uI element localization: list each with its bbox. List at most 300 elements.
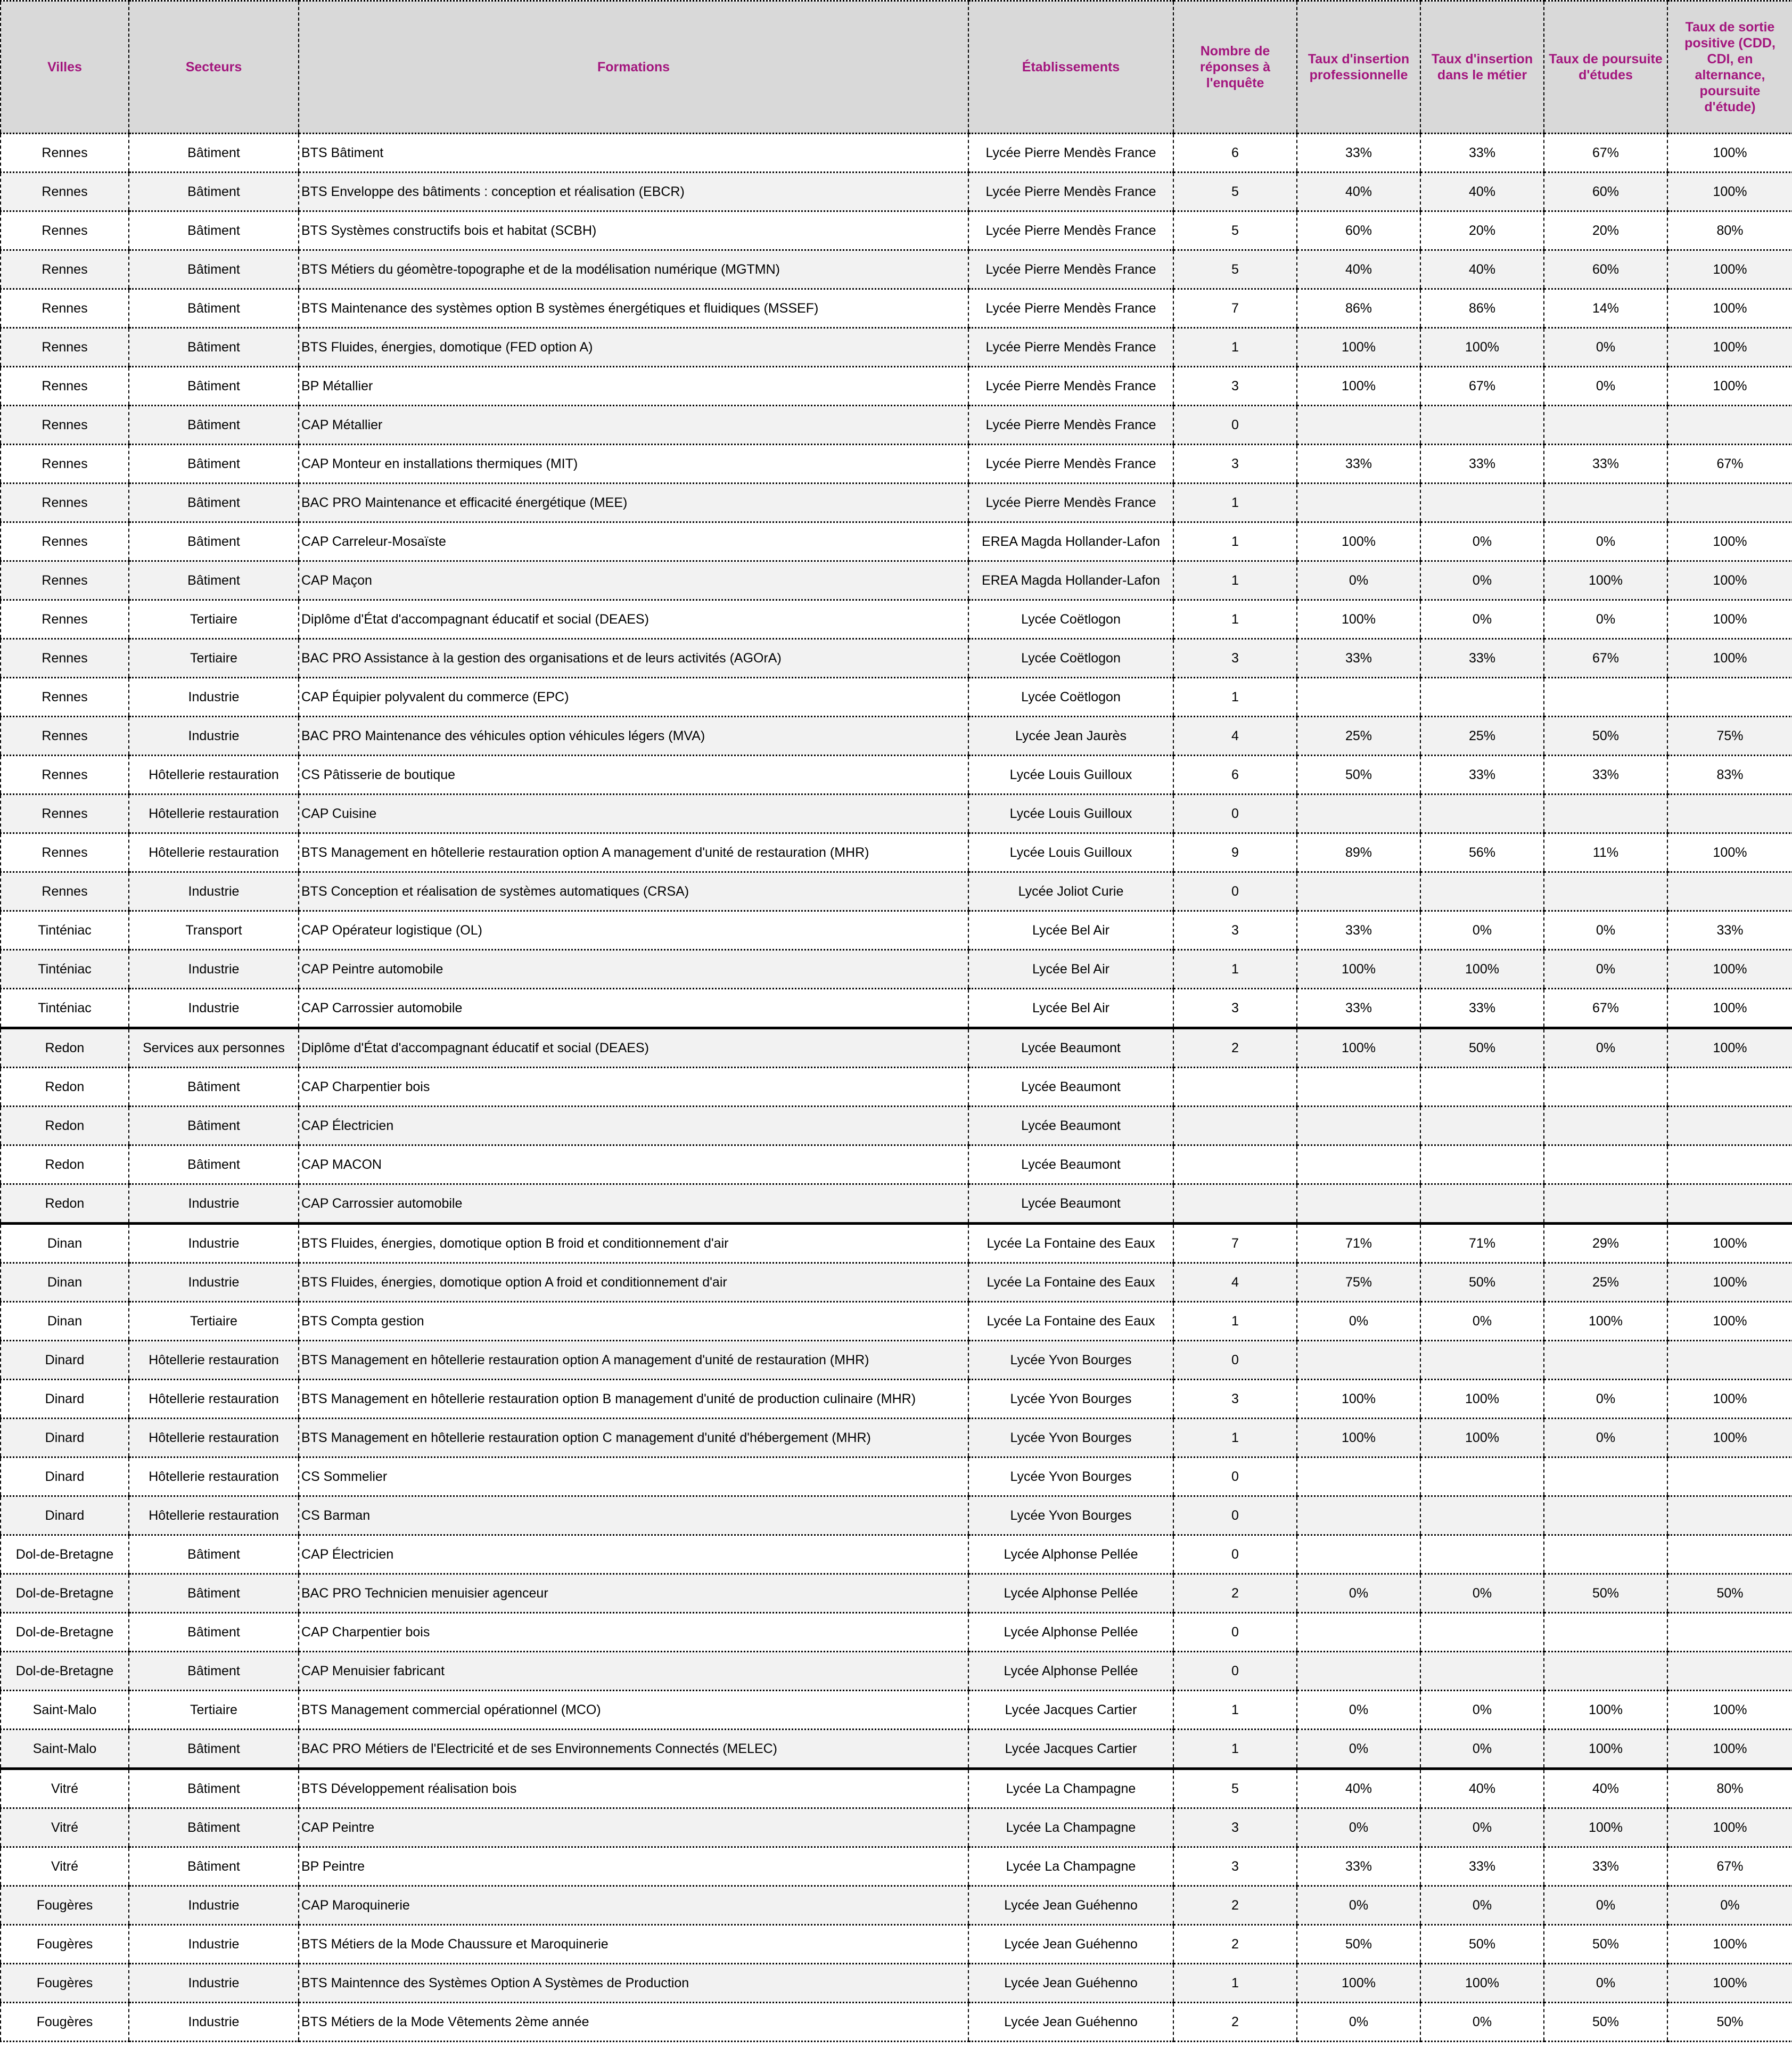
cell-insertion-pro: 100% <box>1297 1964 1420 2003</box>
cell-sortie-positive <box>1667 1068 1792 1107</box>
cell-formation: BTS Bâtiment <box>299 134 968 173</box>
cell-etablissement: Lycée Pierre Mendès France <box>968 289 1173 328</box>
cell-poursuite: 0% <box>1544 1419 1667 1457</box>
cell-poursuite: 29% <box>1544 1224 1667 1263</box>
cell-sortie-positive: 83% <box>1667 756 1792 794</box>
cell-reponses: 2 <box>1173 1886 1297 1925</box>
cell-insertion-pro: 100% <box>1297 328 1420 367</box>
cell-ville: Tinténiac <box>1 989 129 1028</box>
cell-etablissement: Lycée Yvon Bourges <box>968 1496 1173 1535</box>
cell-secteur: Bâtiment <box>129 1068 299 1107</box>
cell-reponses: 5 <box>1173 1769 1297 1808</box>
cell-secteur: Hôtellerie restauration <box>129 1457 299 1496</box>
cell-secteur: Bâtiment <box>129 328 299 367</box>
table-row <box>1 1886 1792 1925</box>
cell-etablissement: Lycée Pierre Mendès France <box>968 134 1173 173</box>
cell-secteur: Industrie <box>129 1925 299 1964</box>
cell-sortie-positive <box>1667 1457 1792 1496</box>
cell-sortie-positive: 50% <box>1667 1574 1792 1613</box>
cell-formation: BTS Conception et réalisation de systèmes automatiques (CRSA) <box>299 872 968 911</box>
cell-secteur: Hôtellerie restauration <box>129 1496 299 1535</box>
cell-reponses: 1 <box>1173 600 1297 639</box>
cell-formation: CAP Peintre <box>299 1808 968 1847</box>
cell-reponses <box>1173 1184 1297 1224</box>
cell-formation: BTS Métiers de la Mode Chaussure et Maroquinerie <box>299 1925 968 1964</box>
cell-sortie-positive: 100% <box>1667 600 1792 639</box>
cell-sortie-positive: 100% <box>1667 1730 1792 1769</box>
cell-ville: Dinard <box>1 1380 129 1419</box>
table-row <box>1 1964 1792 2003</box>
cell-etablissement: Lycée Alphonse Pellée <box>968 1574 1173 1613</box>
cell-secteur: Bâtiment <box>129 250 299 289</box>
cell-ville: Dinard <box>1 1457 129 1496</box>
cell-ville: Vitré <box>1 1847 129 1886</box>
cell-reponses: 5 <box>1173 173 1297 211</box>
table-body <box>1 134 1792 2042</box>
cell-formation: BTS Maintennce des Systèmes Option A Systèmes de Production <box>299 1964 968 2003</box>
cell-reponses: 1 <box>1173 522 1297 561</box>
cell-etablissement: Lycée Yvon Bourges <box>968 1341 1173 1380</box>
cell-secteur: Bâtiment <box>129 406 299 445</box>
cell-reponses: 0 <box>1173 1496 1297 1535</box>
table-row <box>1 1652 1792 1691</box>
cell-insertion-metier: 86% <box>1420 289 1544 328</box>
table-row <box>1 1847 1792 1886</box>
cell-insertion-pro <box>1297 1613 1420 1652</box>
table-row <box>1 1224 1792 1263</box>
cell-poursuite: 100% <box>1544 1808 1667 1847</box>
cell-formation: BTS Enveloppe des bâtiments : conception et réalisation (EBCR) <box>299 173 968 211</box>
cell-insertion-metier <box>1420 1535 1544 1574</box>
cell-ville: Redon <box>1 1145 129 1184</box>
cell-insertion-pro <box>1297 1145 1420 1184</box>
cell-poursuite <box>1544 1535 1667 1574</box>
cell-poursuite <box>1544 484 1667 522</box>
cell-ville: Rennes <box>1 445 129 484</box>
cell-secteur: Bâtiment <box>129 1847 299 1886</box>
cell-reponses: 3 <box>1173 639 1297 678</box>
cell-ville: Dinard <box>1 1341 129 1380</box>
cell-sortie-positive <box>1667 1184 1792 1224</box>
cell-reponses: 1 <box>1173 1691 1297 1730</box>
table-row <box>1 639 1792 678</box>
cell-sortie-positive: 100% <box>1667 328 1792 367</box>
cell-poursuite: 33% <box>1544 756 1667 794</box>
cell-ville: Fougères <box>1 2003 129 2042</box>
cell-poursuite <box>1544 1145 1667 1184</box>
cell-formation: CAP Électricien <box>299 1535 968 1574</box>
cell-insertion-metier <box>1420 678 1544 717</box>
cell-insertion-pro <box>1297 794 1420 833</box>
cell-insertion-metier: 33% <box>1420 639 1544 678</box>
cell-formation: CAP Cuisine <box>299 794 968 833</box>
cell-formation: Diplôme d'État d'accompagnant éducatif et social (DEAES) <box>299 600 968 639</box>
cell-formation: BAC PRO Technicien menuisier agenceur <box>299 1574 968 1613</box>
cell-insertion-pro <box>1297 1184 1420 1224</box>
cell-secteur: Bâtiment <box>129 173 299 211</box>
cell-etablissement: EREA Magda Hollander-Lafon <box>968 561 1173 600</box>
cell-secteur: Hôtellerie restauration <box>129 794 299 833</box>
cell-secteur: Hôtellerie restauration <box>129 833 299 872</box>
cell-ville: Rennes <box>1 561 129 600</box>
table-row <box>1 872 1792 911</box>
cell-sortie-positive: 75% <box>1667 717 1792 756</box>
cell-formation: CAP Peintre automobile <box>299 950 968 989</box>
cell-sortie-positive: 100% <box>1667 250 1792 289</box>
cell-ville: Redon <box>1 1028 129 1068</box>
cell-reponses: 2 <box>1173 2003 1297 2042</box>
cell-reponses: 4 <box>1173 717 1297 756</box>
cell-poursuite: 50% <box>1544 2003 1667 2042</box>
header-formations: Formations <box>299 1 968 134</box>
cell-formation: CAP Équipier polyvalent du commerce (EPC) <box>299 678 968 717</box>
cell-etablissement: Lycée Alphonse Pellée <box>968 1652 1173 1691</box>
cell-etablissement: Lycée Beaumont <box>968 1068 1173 1107</box>
table-row <box>1 600 1792 639</box>
cell-insertion-metier: 100% <box>1420 328 1544 367</box>
cell-insertion-pro: 100% <box>1297 522 1420 561</box>
table-row <box>1 1769 1792 1808</box>
table-header-row <box>1 1 1792 134</box>
cell-poursuite: 100% <box>1544 1730 1667 1769</box>
cell-insertion-metier: 33% <box>1420 756 1544 794</box>
cell-etablissement: Lycée Jacques Cartier <box>968 1730 1173 1769</box>
cell-secteur: Industrie <box>129 1184 299 1224</box>
cell-ville: Rennes <box>1 484 129 522</box>
cell-secteur: Bâtiment <box>129 134 299 173</box>
cell-ville: Redon <box>1 1184 129 1224</box>
cell-etablissement: Lycée Joliot Curie <box>968 872 1173 911</box>
cell-insertion-pro: 0% <box>1297 1574 1420 1613</box>
cell-ville: Saint-Malo <box>1 1730 129 1769</box>
table-row <box>1 1380 1792 1419</box>
cell-sortie-positive: 33% <box>1667 911 1792 950</box>
cell-ville: Dinan <box>1 1224 129 1263</box>
cell-secteur: Bâtiment <box>129 445 299 484</box>
cell-reponses: 6 <box>1173 756 1297 794</box>
cell-reponses: 3 <box>1173 911 1297 950</box>
cell-reponses <box>1173 1145 1297 1184</box>
cell-insertion-pro <box>1297 1107 1420 1145</box>
cell-reponses: 5 <box>1173 211 1297 250</box>
table-row <box>1 717 1792 756</box>
table-row <box>1 484 1792 522</box>
cell-secteur: Tertiaire <box>129 1302 299 1341</box>
cell-insertion-metier: 20% <box>1420 211 1544 250</box>
cell-etablissement: Lycée Pierre Mendès France <box>968 211 1173 250</box>
cell-sortie-positive <box>1667 1613 1792 1652</box>
cell-ville: Dol-de-Bretagne <box>1 1535 129 1574</box>
cell-insertion-metier: 33% <box>1420 1847 1544 1886</box>
table-row <box>1 1925 1792 1964</box>
cell-insertion-pro <box>1297 1068 1420 1107</box>
cell-formation: CAP Opérateur logistique (OL) <box>299 911 968 950</box>
cell-secteur: Hôtellerie restauration <box>129 756 299 794</box>
cell-reponses: 5 <box>1173 250 1297 289</box>
cell-etablissement: Lycée Jean Jaurès <box>968 717 1173 756</box>
table-row <box>1 211 1792 250</box>
cell-secteur: Industrie <box>129 717 299 756</box>
cell-poursuite: 14% <box>1544 289 1667 328</box>
cell-formation: CAP Électricien <box>299 1107 968 1145</box>
cell-poursuite <box>1544 1341 1667 1380</box>
cell-reponses: 3 <box>1173 1808 1297 1847</box>
cell-sortie-positive: 100% <box>1667 1224 1792 1263</box>
cell-sortie-positive: 100% <box>1667 639 1792 678</box>
cell-formation: CAP Menuisier fabricant <box>299 1652 968 1691</box>
table-row <box>1 1613 1792 1652</box>
cell-ville: Rennes <box>1 406 129 445</box>
cell-poursuite: 0% <box>1544 600 1667 639</box>
cell-poursuite <box>1544 1496 1667 1535</box>
cell-etablissement: Lycée Louis Guilloux <box>968 833 1173 872</box>
cell-etablissement: Lycée Pierre Mendès France <box>968 367 1173 406</box>
cell-sortie-positive <box>1667 1145 1792 1184</box>
cell-poursuite <box>1544 1457 1667 1496</box>
cell-insertion-pro: 86% <box>1297 289 1420 328</box>
cell-insertion-metier: 40% <box>1420 250 1544 289</box>
cell-ville: Rennes <box>1 289 129 328</box>
cell-reponses: 1 <box>1173 561 1297 600</box>
cell-insertion-metier <box>1420 794 1544 833</box>
cell-insertion-pro: 60% <box>1297 211 1420 250</box>
cell-reponses: 6 <box>1173 134 1297 173</box>
cell-insertion-metier <box>1420 484 1544 522</box>
cell-formation: CS Barman <box>299 1496 968 1535</box>
table-row <box>1 134 1792 173</box>
table-row <box>1 833 1792 872</box>
cell-poursuite <box>1544 794 1667 833</box>
cell-ville: Rennes <box>1 600 129 639</box>
cell-insertion-pro: 40% <box>1297 1769 1420 1808</box>
cell-etablissement: Lycée Louis Guilloux <box>968 794 1173 833</box>
cell-formation: BTS Management en hôtellerie restauration option B management d'unité de production culinaire (MHR) <box>299 1380 968 1419</box>
cell-etablissement: Lycée Louis Guilloux <box>968 756 1173 794</box>
cell-formation: BTS Fluides, énergies, domotique option A froid et conditionnement d'air <box>299 1263 968 1302</box>
cell-insertion-metier: 33% <box>1420 134 1544 173</box>
cell-insertion-metier: 50% <box>1420 1028 1544 1068</box>
cell-insertion-pro <box>1297 678 1420 717</box>
cell-insertion-metier <box>1420 1068 1544 1107</box>
cell-poursuite: 100% <box>1544 1691 1667 1730</box>
table-row <box>1 1730 1792 1769</box>
cell-ville: Rennes <box>1 756 129 794</box>
cell-sortie-positive <box>1667 1341 1792 1380</box>
cell-reponses <box>1173 1068 1297 1107</box>
cell-insertion-pro: 40% <box>1297 173 1420 211</box>
cell-insertion-pro: 0% <box>1297 1886 1420 1925</box>
table-row <box>1 678 1792 717</box>
cell-poursuite <box>1544 1613 1667 1652</box>
cell-reponses: 1 <box>1173 328 1297 367</box>
header-taux-poursuite: Taux de poursuite d'études <box>1544 1 1667 134</box>
cell-insertion-metier <box>1420 872 1544 911</box>
cell-ville: Fougères <box>1 1886 129 1925</box>
cell-formation: BTS Métiers du géomètre-topographe et de la modélisation numérique (MGTMN) <box>299 250 968 289</box>
cell-insertion-metier: 0% <box>1420 522 1544 561</box>
cell-etablissement: Lycée Alphonse Pellée <box>968 1535 1173 1574</box>
cell-secteur: Bâtiment <box>129 1145 299 1184</box>
cell-sortie-positive: 50% <box>1667 2003 1792 2042</box>
cell-sortie-positive: 100% <box>1667 1964 1792 2003</box>
cell-etablissement: Lycée Jean Guéhenno <box>968 1886 1173 1925</box>
cell-secteur: Industrie <box>129 1886 299 1925</box>
cell-reponses: 2 <box>1173 1925 1297 1964</box>
cell-secteur: Bâtiment <box>129 1107 299 1145</box>
cell-sortie-positive: 100% <box>1667 522 1792 561</box>
header-taux-insertion-metier: Taux d'insertion dans le métier <box>1420 1 1544 134</box>
cell-insertion-pro <box>1297 1496 1420 1535</box>
table-row <box>1 1419 1792 1457</box>
cell-poursuite <box>1544 1107 1667 1145</box>
cell-secteur: Industrie <box>129 989 299 1028</box>
cell-formation: CAP Métallier <box>299 406 968 445</box>
table-row <box>1 2003 1792 2042</box>
cell-insertion-pro <box>1297 1341 1420 1380</box>
cell-etablissement: Lycée La Champagne <box>968 1808 1173 1847</box>
cell-secteur: Bâtiment <box>129 1613 299 1652</box>
cell-insertion-pro: 25% <box>1297 717 1420 756</box>
cell-formation: BTS Fluides, énergies, domotique option B froid et conditionnement d'air <box>299 1224 968 1263</box>
cell-insertion-metier: 0% <box>1420 1886 1544 1925</box>
cell-formation: CS Pâtisserie de boutique <box>299 756 968 794</box>
cell-insertion-pro: 0% <box>1297 561 1420 600</box>
cell-ville: Dinard <box>1 1419 129 1457</box>
cell-insertion-metier <box>1420 1341 1544 1380</box>
cell-insertion-metier: 0% <box>1420 911 1544 950</box>
cell-insertion-metier: 0% <box>1420 561 1544 600</box>
cell-ville: Dinan <box>1 1302 129 1341</box>
cell-sortie-positive <box>1667 1535 1792 1574</box>
cell-secteur: Industrie <box>129 872 299 911</box>
cell-etablissement: Lycée Yvon Bourges <box>968 1380 1173 1419</box>
cell-sortie-positive: 100% <box>1667 1808 1792 1847</box>
cell-reponses: 1 <box>1173 950 1297 989</box>
cell-secteur: Bâtiment <box>129 1730 299 1769</box>
cell-etablissement: Lycée Jean Guéhenno <box>968 1925 1173 1964</box>
cell-sortie-positive: 0% <box>1667 1886 1792 1925</box>
cell-poursuite: 67% <box>1544 639 1667 678</box>
cell-reponses: 9 <box>1173 833 1297 872</box>
cell-secteur: Industrie <box>129 678 299 717</box>
cell-formation: BTS Management en hôtellerie restauration option C management d'unité d'hébergement (MHR) <box>299 1419 968 1457</box>
cell-ville: Rennes <box>1 328 129 367</box>
cell-poursuite: 50% <box>1544 1925 1667 1964</box>
cell-insertion-metier <box>1420 1145 1544 1184</box>
cell-poursuite: 0% <box>1544 911 1667 950</box>
cell-poursuite: 0% <box>1544 1028 1667 1068</box>
cell-sortie-positive: 100% <box>1667 1302 1792 1341</box>
cell-etablissement: Lycée Yvon Bourges <box>968 1419 1173 1457</box>
cell-poursuite: 25% <box>1544 1263 1667 1302</box>
cell-insertion-metier: 33% <box>1420 445 1544 484</box>
cell-reponses: 1 <box>1173 1419 1297 1457</box>
cell-etablissement: Lycée Coëtlogon <box>968 600 1173 639</box>
cell-secteur: Bâtiment <box>129 211 299 250</box>
cell-insertion-pro <box>1297 1457 1420 1496</box>
cell-formation: BTS Systèmes constructifs bois et habitat (SCBH) <box>299 211 968 250</box>
cell-poursuite: 60% <box>1544 250 1667 289</box>
cell-secteur: Industrie <box>129 1964 299 2003</box>
cell-ville: Vitré <box>1 1808 129 1847</box>
cell-reponses: 7 <box>1173 289 1297 328</box>
cell-insertion-pro <box>1297 484 1420 522</box>
cell-secteur: Bâtiment <box>129 522 299 561</box>
cell-poursuite: 11% <box>1544 833 1667 872</box>
cell-insertion-pro: 100% <box>1297 950 1420 989</box>
table-row <box>1 989 1792 1028</box>
cell-formation: CAP Carreleur-Mosaïste <box>299 522 968 561</box>
table-row <box>1 1028 1792 1068</box>
cell-sortie-positive: 100% <box>1667 1028 1792 1068</box>
cell-reponses: 3 <box>1173 367 1297 406</box>
cell-etablissement: Lycée Bel Air <box>968 989 1173 1028</box>
cell-secteur: Bâtiment <box>129 1574 299 1613</box>
cell-poursuite <box>1544 406 1667 445</box>
cell-insertion-metier <box>1420 1457 1544 1496</box>
cell-ville: Tinténiac <box>1 950 129 989</box>
cell-reponses: 3 <box>1173 1847 1297 1886</box>
cell-formation: CAP MACON <box>299 1145 968 1184</box>
cell-insertion-pro <box>1297 1652 1420 1691</box>
cell-poursuite: 0% <box>1544 950 1667 989</box>
cell-secteur: Tertiaire <box>129 600 299 639</box>
header-secteurs: Secteurs <box>129 1 299 134</box>
table-row <box>1 756 1792 794</box>
cell-poursuite: 50% <box>1544 717 1667 756</box>
cell-formation: BTS Fluides, énergies, domotique (FED option A) <box>299 328 968 367</box>
cell-formation: BTS Développement réalisation bois <box>299 1769 968 1808</box>
cell-poursuite: 0% <box>1544 522 1667 561</box>
cell-formation: BTS Métiers de la Mode Vêtements 2ème année <box>299 2003 968 2042</box>
cell-etablissement: Lycée Pierre Mendès France <box>968 173 1173 211</box>
table-row <box>1 445 1792 484</box>
cell-sortie-positive: 100% <box>1667 1263 1792 1302</box>
cell-ville: Rennes <box>1 833 129 872</box>
cell-etablissement: Lycée Jacques Cartier <box>968 1691 1173 1730</box>
cell-poursuite: 0% <box>1544 1886 1667 1925</box>
cell-sortie-positive: 100% <box>1667 367 1792 406</box>
cell-ville: Tinténiac <box>1 911 129 950</box>
cell-insertion-pro: 50% <box>1297 1925 1420 1964</box>
cell-reponses: 2 <box>1173 1028 1297 1068</box>
cell-sortie-positive <box>1667 678 1792 717</box>
cell-ville: Rennes <box>1 794 129 833</box>
cell-reponses: 0 <box>1173 1613 1297 1652</box>
cell-secteur: Bâtiment <box>129 289 299 328</box>
cell-etablissement: Lycée Jean Guéhenno <box>968 1964 1173 2003</box>
cell-secteur: Hôtellerie restauration <box>129 1419 299 1457</box>
cell-insertion-metier: 40% <box>1420 173 1544 211</box>
cell-reponses: 2 <box>1173 1574 1297 1613</box>
cell-insertion-metier <box>1420 1496 1544 1535</box>
cell-sortie-positive: 100% <box>1667 833 1792 872</box>
cell-etablissement: Lycée Pierre Mendès France <box>968 445 1173 484</box>
cell-reponses: 1 <box>1173 484 1297 522</box>
cell-formation: BP Métallier <box>299 367 968 406</box>
cell-sortie-positive: 100% <box>1667 989 1792 1028</box>
cell-sortie-positive: 100% <box>1667 950 1792 989</box>
cell-ville: Fougères <box>1 1925 129 1964</box>
cell-ville: Redon <box>1 1068 129 1107</box>
cell-formation: BTS Management en hôtellerie restauration option A management d'unité de restauration (MHR) <box>299 833 968 872</box>
cell-secteur: Bâtiment <box>129 484 299 522</box>
table-row <box>1 1457 1792 1496</box>
cell-formation: CAP Monteur en installations thermiques (MIT) <box>299 445 968 484</box>
cell-sortie-positive: 100% <box>1667 173 1792 211</box>
table-row <box>1 1145 1792 1184</box>
cell-secteur: Bâtiment <box>129 1652 299 1691</box>
